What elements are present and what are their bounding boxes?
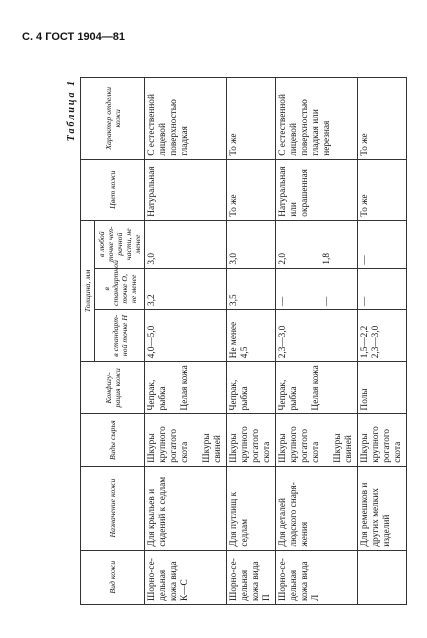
cell-at-o: 3,5	[227, 268, 276, 309]
header-raw: Виды сырья	[81, 414, 145, 466]
anywhere-1: 2,0	[278, 253, 288, 265]
cell-config: Чепрак, рыбка	[227, 362, 276, 414]
config-1: Чепрак, рыбка	[278, 379, 299, 411]
cell-color: То же	[358, 159, 407, 220]
cell-config	[145, 362, 227, 414]
cell-kind: Шорно-седельная кожа вида Л	[276, 550, 358, 604]
cell-raw: Шкуры крупного рогатого скота	[227, 414, 276, 466]
cell-at-o	[276, 268, 358, 309]
cell-config: Полы	[358, 362, 407, 414]
cell-raw	[145, 414, 227, 466]
cell-anywhere: 3,0	[227, 220, 276, 268]
table-row	[145, 78, 227, 605]
cell-at-h: Не менее 4,5	[227, 309, 276, 361]
cell-purpose: Для ремешков и других мелких изделий	[358, 466, 407, 550]
table-row	[276, 78, 358, 605]
anywhere-2: 1,8	[322, 253, 332, 265]
cell-purpose: Для деталей людского снаряжения	[276, 466, 358, 550]
cell-anywhere	[276, 220, 358, 268]
cell-at-o: —	[358, 268, 407, 309]
raw-1: Шкуры крупного рогатого скота	[147, 426, 190, 463]
cell-finish: То же	[358, 78, 407, 160]
data-table	[80, 77, 407, 605]
header-purpose: Назначение кожи	[81, 466, 145, 550]
cell-anywhere: 3,0	[145, 220, 227, 268]
cell-at-o: 3,2	[145, 268, 227, 309]
header-color: Цвет кожи	[81, 159, 145, 220]
cell-purpose: Для крыльев и сидений к седлам	[145, 466, 227, 550]
cell-anywhere: —	[358, 220, 407, 268]
raw-2: Шкуры свиней	[202, 433, 223, 463]
cell-purpose: Для путлищ к седлам	[227, 466, 276, 550]
cell-kind: Шорно-седельная кожа вида П	[227, 550, 276, 604]
config-2: Целая кожа	[180, 365, 190, 411]
config-1: Чепрак, рыбка	[147, 379, 168, 411]
cell-kind: Шорно-седельная кожа вида К—С	[145, 550, 227, 604]
cell-color: Натуральная	[145, 159, 227, 220]
at-o-2: —	[322, 296, 332, 306]
table-caption: Таблица 1	[66, 79, 77, 142]
rotated-table-area	[62, 77, 403, 605]
cell-color: Натуральная или окрашенная	[276, 159, 358, 220]
page-header: С. 4 ГОСТ 1904—81	[22, 31, 126, 43]
raw-1: Шкуры крупного рогатого скота	[278, 426, 321, 463]
header-config: Конфигурация кожи	[81, 362, 145, 414]
raw-2: Шкуры свиней	[333, 433, 354, 463]
cell-color: То же	[227, 159, 276, 220]
header-thickness: Толщина, мм	[81, 220, 95, 362]
cell-at-h: 1,5—2,2 2,3—3,0	[358, 309, 407, 361]
cell-kind	[358, 550, 407, 604]
cell-raw	[276, 414, 358, 466]
cell-raw: Шкуры крупного рогатого скота	[358, 414, 407, 466]
table-row	[358, 78, 407, 605]
cell-config	[276, 362, 358, 414]
cell-finish: То же	[227, 78, 276, 160]
config-2: Целая кожа	[311, 365, 321, 411]
cell-at-h: 2,3—3,0	[276, 309, 358, 361]
table-row	[227, 78, 276, 605]
cell-at-h: 4,0—5,0	[145, 309, 227, 361]
header-at-h: в стандартной точке Н	[95, 309, 145, 361]
header-row	[81, 78, 95, 605]
header-at-o: в стандартной точке О, не менее	[95, 268, 145, 309]
header-kind: Вид кожи	[81, 550, 145, 604]
header-finish: Характер отделки кожи	[81, 78, 145, 160]
header-anywhere: в любой точке чепрачной части, не менее	[95, 220, 145, 268]
at-o-1: —	[278, 296, 288, 306]
cell-finish: С естественной лицевой поверхностью гладкая или нерезная	[276, 78, 358, 160]
cell-finish: С естественной лицевой поверхностью гладкая	[145, 78, 227, 160]
